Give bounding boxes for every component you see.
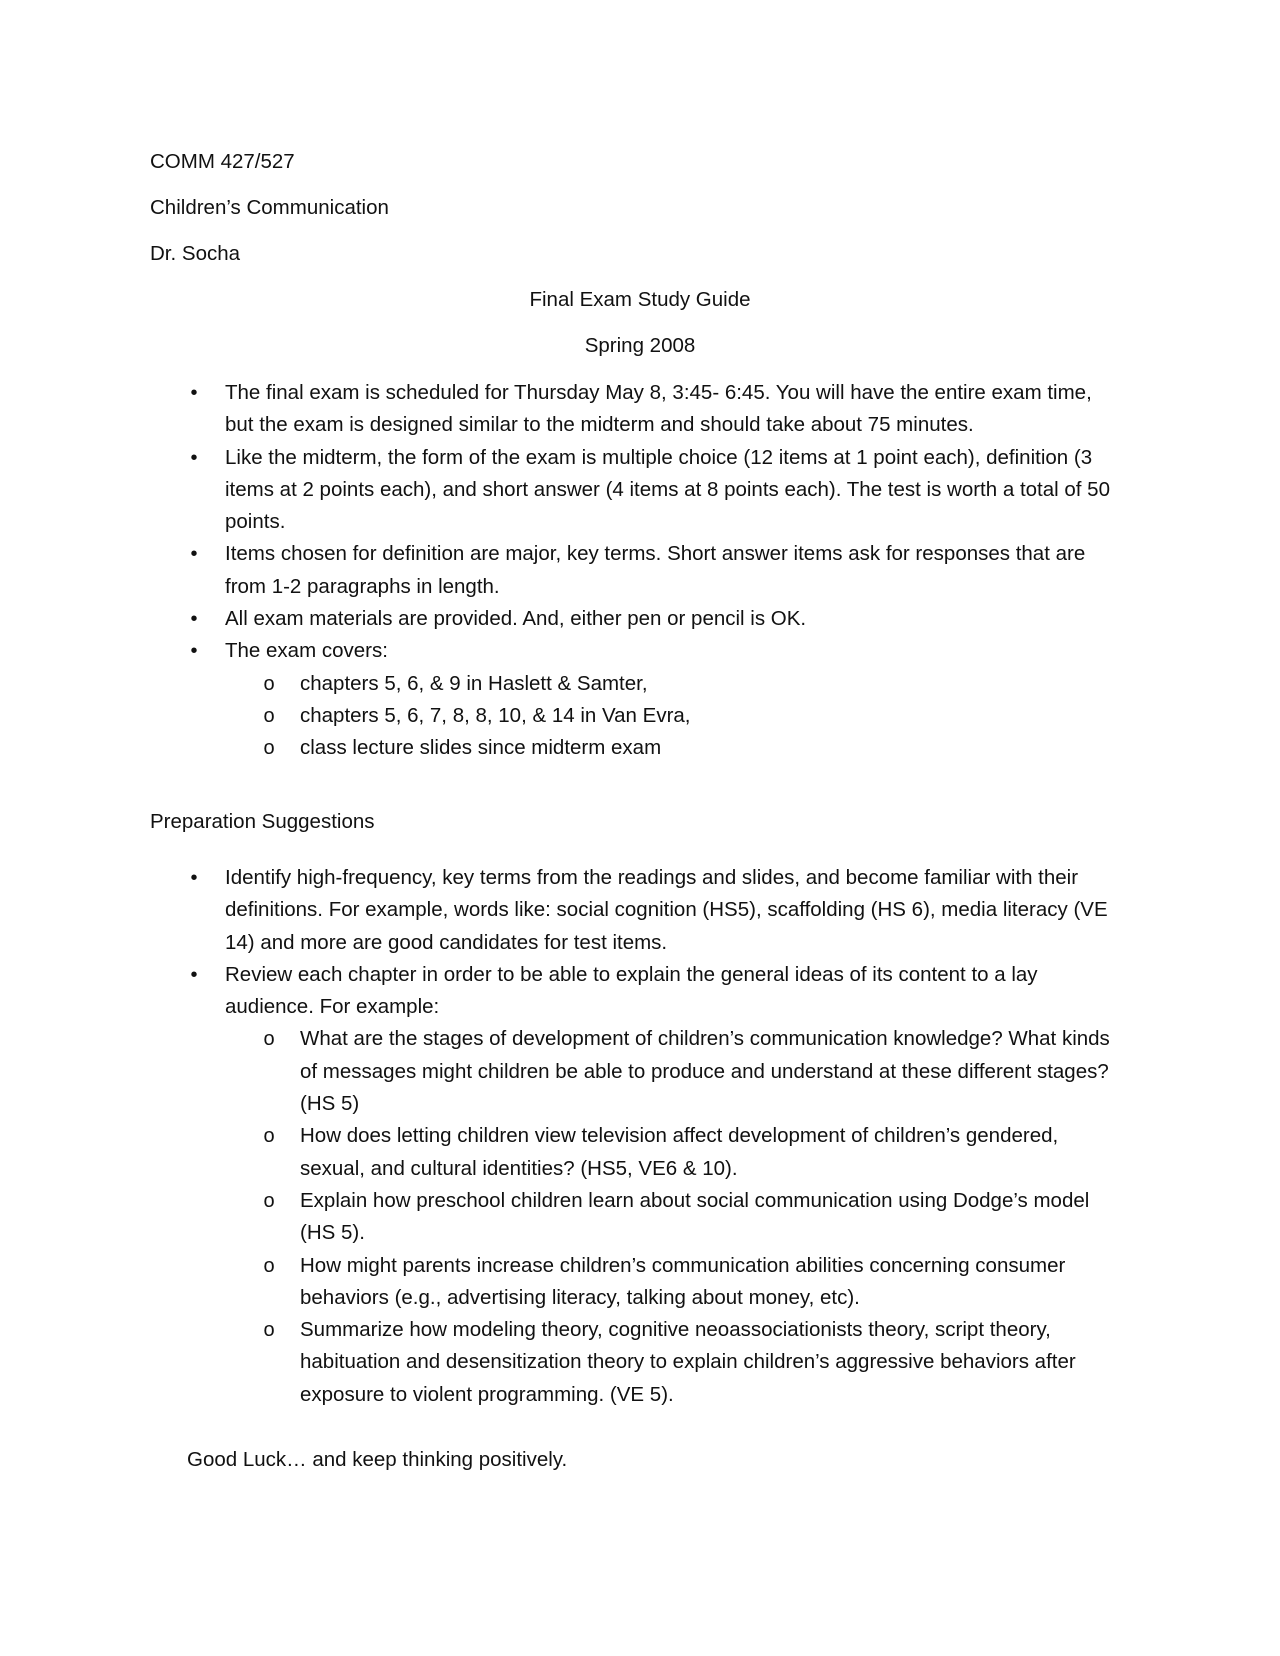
bullet-icon: • [190, 446, 198, 469]
list-item-text: Identify high-frequency, key terms from the readings and slides, and become familiar with their definitions. For example, words like: social cognition (HS5), scaffolding (HS 6), media literacy (VE 14) and more are good candidates for test items. [225, 866, 1108, 954]
bullet-icon: • [190, 608, 198, 631]
list-item [190, 603, 1120, 635]
sub-list-item [263, 668, 1120, 700]
list-item-text: The final exam is scheduled for Thursday May 8, 3:45- 6:45. You will have the entire exam time, but the exam is designed similar to the midterm and should take about 75 minutes. [225, 381, 1092, 437]
document-term: Spring 2008 [584, 334, 696, 357]
bullet-icon: • [190, 543, 198, 566]
circle-bullet-icon: o [263, 1125, 275, 1148]
list-item [190, 442, 1120, 539]
sub-list-item [263, 1023, 1120, 1120]
list-item [190, 862, 1120, 959]
sub-list-item [263, 1314, 1120, 1411]
sub-list-item [263, 1185, 1120, 1250]
sub-list-item [263, 700, 1120, 732]
course-title: Children’s Communication [150, 196, 389, 219]
preparation-heading: Preparation Suggestions [150, 810, 375, 833]
preparation-list [0, 862, 1280, 1411]
sub-list-item-text: Summarize how modeling theory, cognitive neoassociationists theory, script theory, habituation and desensitization theory to explain children’s aggressive behaviors after exposure to violent programming. (VE 5). [300, 1318, 1076, 1406]
sub-list-item-text: chapters 5, 6, 7, 8, 8, 10, & 14 in Van Evra, [300, 703, 691, 727]
circle-bullet-icon: o [263, 1254, 275, 1277]
list-item [190, 635, 1120, 667]
sub-list-item [263, 1250, 1120, 1315]
circle-bullet-icon: o [263, 737, 275, 760]
document-title: Final Exam Study Guide [529, 288, 751, 311]
list-item-text: Items chosen for definition are major, key terms. Short answer items ask for responses that are from 1-2 paragraphs in length. [225, 542, 1086, 598]
list-item [190, 959, 1120, 1024]
sub-list-item-text: chapters 5, 6, & 9 in Haslett & Samter, [300, 671, 648, 695]
list-item [190, 377, 1120, 442]
circle-bullet-icon: o [263, 1028, 275, 1051]
sub-list-item-text: Explain how preschool children learn about social communication using Dodge’s model (HS 5). [300, 1188, 1090, 1245]
list-item-text: All exam materials are provided. And, either pen or pencil is OK. [225, 607, 807, 631]
circle-bullet-icon: o [263, 672, 275, 695]
sub-list-item-text: class lecture slides since midterm exam [300, 736, 662, 760]
sub-list-item-text: How might parents increase children’s communication abilities concerning consumer behaviors (e.g., advertising literacy, talking about money, etc). [300, 1253, 1066, 1309]
circle-bullet-icon: o [263, 1319, 275, 1342]
list-item [190, 538, 1120, 603]
list-item-text: Like the midterm, the form of the exam is multiple choice (12 items at 1 point each), definition (3 items at 2 points each), and short answer (4 items at 8 points each). The test is worth a total of 50 points. [225, 445, 1110, 534]
bullet-icon: • [190, 640, 198, 663]
exam-info-list [0, 377, 1280, 765]
bullet-icon: • [190, 382, 198, 404]
course-code: COMM 427/527 [150, 150, 295, 173]
bullet-icon: • [190, 867, 198, 889]
sub-list-item-text: How does letting children view television affect development of children’s gendered, sexual, and cultural identities? (HS5, VE6 & 10). [300, 1124, 1059, 1180]
list-item-text: Review each chapter in order to be able to explain the general ideas of its content to a lay audience. For example: [225, 962, 1038, 1019]
list-item-text: The exam covers: [225, 639, 388, 663]
instructor-name: Dr. Socha [150, 242, 241, 265]
sub-list-item [263, 732, 1120, 764]
circle-bullet-icon: o [263, 1189, 275, 1212]
closing-note: Good Luck… and keep thinking positively. [187, 1448, 568, 1471]
bullet-icon: • [190, 963, 198, 986]
sub-list-item-text: What are the stages of development of children’s communication knowledge? What kinds of messages might children be able to produce and understand at these different stages? (HS 5) [300, 1027, 1110, 1116]
circle-bullet-icon: o [263, 704, 275, 727]
sub-list-item [263, 1120, 1120, 1185]
